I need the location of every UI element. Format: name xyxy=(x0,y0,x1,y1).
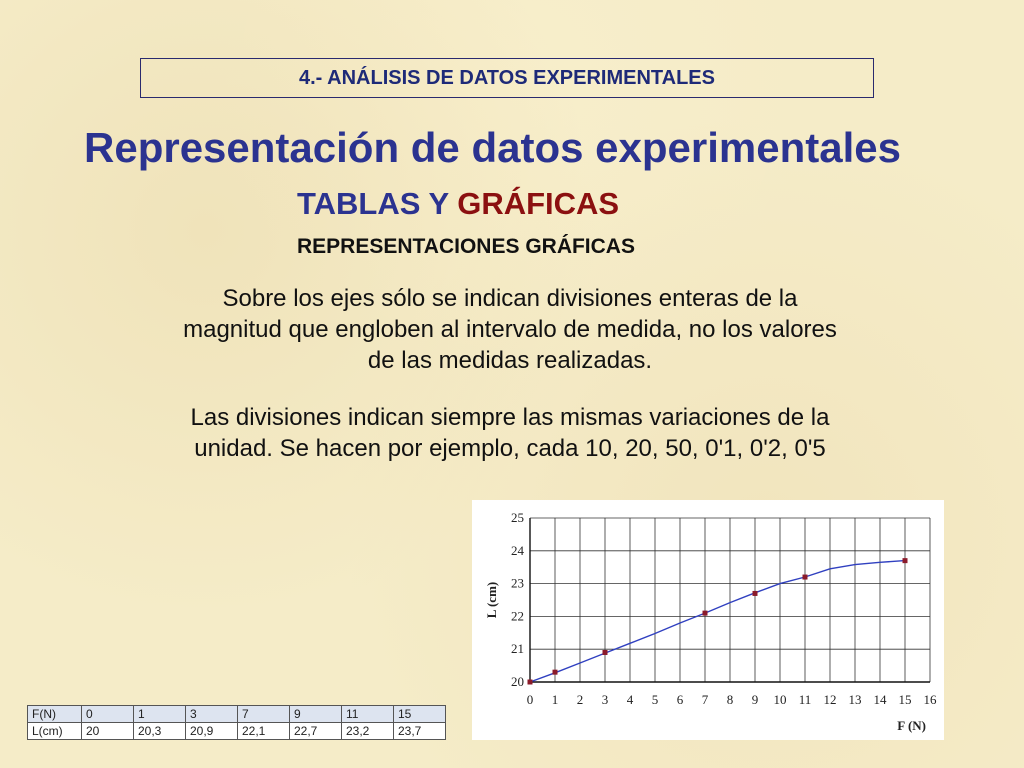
data-point xyxy=(703,611,708,616)
table-cell: 7 xyxy=(238,706,290,723)
x-tick-label: 8 xyxy=(726,692,734,707)
data-table xyxy=(27,705,446,740)
x-tick-label: 15 xyxy=(898,692,912,707)
x-tick-label: 14 xyxy=(873,692,887,707)
table-row xyxy=(28,706,446,723)
x-tick-label: 6 xyxy=(676,692,684,707)
table-cell: L(cm) xyxy=(28,723,82,740)
paragraph-1-line: magnitud que engloben al intervalo de medida, no los valores xyxy=(183,316,837,343)
x-tick-label: 3 xyxy=(601,692,609,707)
y-tick-label: 24 xyxy=(511,542,524,558)
y-tick-label: 21 xyxy=(511,641,524,657)
table-cell: 11 xyxy=(342,706,394,723)
x-tick-label: 10 xyxy=(773,692,787,707)
section-title: REPRESENTACIONES GRÁFICAS xyxy=(297,235,635,258)
table-cell: 15 xyxy=(394,706,446,723)
y-tick-label: 20 xyxy=(511,674,524,689)
x-tick-label: 9 xyxy=(751,692,759,707)
subtitle-part1: TABLAS Y xyxy=(297,186,458,221)
y-axis-label: L (cm) xyxy=(484,581,499,619)
paragraph-1-line: Sobre los ejes sólo se indican divisiones enteras de la xyxy=(222,285,798,312)
x-tick-label: 5 xyxy=(651,692,659,707)
paragraph-1 xyxy=(110,283,910,376)
table-cell: 20 xyxy=(82,723,134,740)
subtitle-part2: GRÁFICAS xyxy=(457,186,620,221)
table-cell: F(N) xyxy=(28,706,82,723)
data-point xyxy=(528,680,533,685)
section-header-box xyxy=(140,58,874,98)
table-cell: 22,1 xyxy=(238,723,290,740)
paragraph-2 xyxy=(110,402,910,464)
data-point xyxy=(553,670,558,675)
x-tick-label: 13 xyxy=(848,692,862,707)
table-cell: 23,2 xyxy=(342,723,394,740)
chart-panel xyxy=(472,500,944,740)
x-tick-label: 4 xyxy=(626,692,634,707)
x-tick-label: 2 xyxy=(576,692,584,707)
x-tick-label: 16 xyxy=(923,692,937,707)
table-cell: 23,7 xyxy=(394,723,446,740)
table-cell: 0 xyxy=(82,706,134,723)
x-axis-label: F (N) xyxy=(897,718,926,733)
fit-curve-line xyxy=(530,561,905,682)
chart-svg xyxy=(472,500,944,740)
paragraph-2-line: Las divisiones indican siempre las mismas variaciones de la xyxy=(190,404,830,431)
table-cell: 9 xyxy=(290,706,342,723)
table-cell: 3 xyxy=(186,706,238,723)
data-point xyxy=(753,591,758,596)
x-tick-label: 7 xyxy=(701,692,709,707)
y-tick-label: 22 xyxy=(511,608,524,624)
section-header-label: 4.- ANÁLISIS DE DATOS EXPERIMENTALES xyxy=(299,66,715,89)
subtitle xyxy=(297,186,619,222)
y-tick-label: 23 xyxy=(511,575,524,591)
paragraph-1-line: de las medidas realizadas. xyxy=(367,347,653,374)
x-tick-label: 12 xyxy=(823,692,837,707)
table-cell: 20,3 xyxy=(134,723,186,740)
page-title: Representación de datos experimentales xyxy=(84,124,901,171)
x-tick-label: 1 xyxy=(551,692,559,707)
y-tick-label: 25 xyxy=(511,510,524,525)
table-cell: 1 xyxy=(134,706,186,723)
data-point xyxy=(803,575,808,580)
table-cell: 20,9 xyxy=(186,723,238,740)
x-tick-label: 11 xyxy=(798,692,812,707)
x-tick-label: 0 xyxy=(526,692,534,707)
data-point xyxy=(903,558,908,563)
table-cell: 22,7 xyxy=(290,723,342,740)
table-row xyxy=(28,723,446,740)
data-point xyxy=(603,650,608,655)
paragraph-2-line: unidad. Se hacen por ejemplo, cada 10, 20, 50, 0'1, 0'2, 0'5 xyxy=(194,435,826,462)
